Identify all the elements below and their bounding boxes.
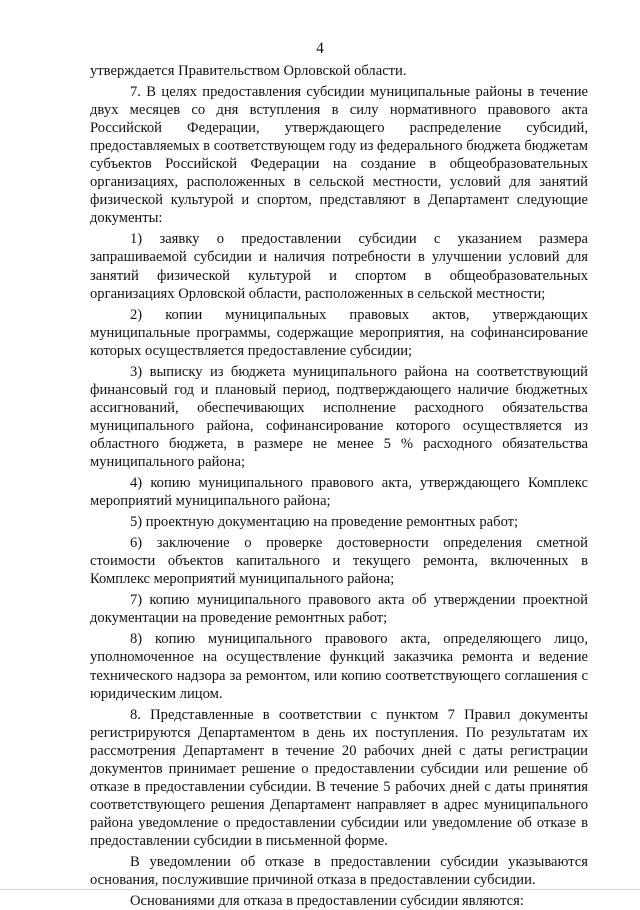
page-number: 4: [316, 40, 324, 57]
paragraph-item-8: 8. Представленные в соответствии с пунктом 7 Правил документы регистрируются Департаментом в день их поступления. По результатам их рассмотрения Департамент в течение 20 рабочих дней с даты регистрации документов принимает решение о предоставлении субсидии или решение об отказе в предоставлении субсидии. В течение 5 рабочих дней с даты принятия соответствующего решения Департамент направляет в адрес муниципального района уведомление о предоставлении субсидии или уведомление об отказе в предоставлении субсидии в письменной форме.: [90, 706, 588, 849]
document-body: [90, 62, 588, 910]
list-item-2: 2) копии муниципальных правовых актов, утверждающих муниципальные программы, содержащие мероприятия, на софинансирование которых осуществляется предоставление субсидии;: [90, 306, 588, 359]
list-item-4: 4) копию муниципального правового акта, утверждающего Комплекс мероприятий муниципального района;: [90, 475, 588, 510]
list-item-8: 8) копию муниципального правового акта, определяющего лицо, уполномоченное на осуществление функций заказчика ремонта и ведение технического надзора за ремонтом, или копию соответствующего соглашения с юридическим лицом.: [90, 631, 588, 702]
list-item-6: 6) заключение о проверке достоверности определения сметной стоимости объектов капитального и текущего ремонта, включенных в Комплекс мероприятий муниципального района;: [90, 535, 588, 588]
paragraph-refusal-notice: В уведомлении об отказе в предоставлении субсидии указываются основания, послужившие причиной отказа в предоставлении субсидии.: [90, 853, 588, 889]
paragraph-refusal-grounds: Основаниями для отказа в предоставлении субсидии являются:: [130, 893, 524, 910]
paragraph-continuation: утверждается Правительством Орловской области.: [90, 63, 407, 79]
list-item-1: 1) заявку о предоставлении субсидии с указанием размера запрашиваемой субсидии и наличия потребности в улучшении условий для занятий физической культурой и спортом в общеобразовательных организациях Орловской области, расположенных в сельской местности;: [90, 231, 588, 302]
list-item-3: 3) выписку из бюджета муниципального района на соответствующий финансовый год и плановый период, подтверждающего наличие бюджетных ассигнований, обеспечивающих исполнение расходного обязательства муниципального района, софинансирование которого осуществляется из областного бюджета, в размере не менее 5 % расходного обязательства муниципального района;: [90, 363, 588, 470]
list-item-5: 5) проектную документацию на проведение ремонтных работ;: [130, 514, 519, 531]
paragraph-item-7: 7. В целях предоставления субсидии муниципальные районы в течение двух месяцев со дня вступления в силу нормативного правового акта Российской Федерации, утверждающего распределение субсидий, предоставляемых в соответствующем году из федерального бюджета бюджетам субъектов Российской Федерации на создание в общеобразовательных организациях, расположенных в сельской местности, условий для занятий физической культурой и спортом, представляют в Департамент следующие документы:: [90, 84, 588, 227]
list-item-7: 7) копию муниципального правового акта об утверждении проектной документации на проведение ремонтных работ;: [90, 592, 588, 627]
bottom-rule: [0, 889, 640, 890]
